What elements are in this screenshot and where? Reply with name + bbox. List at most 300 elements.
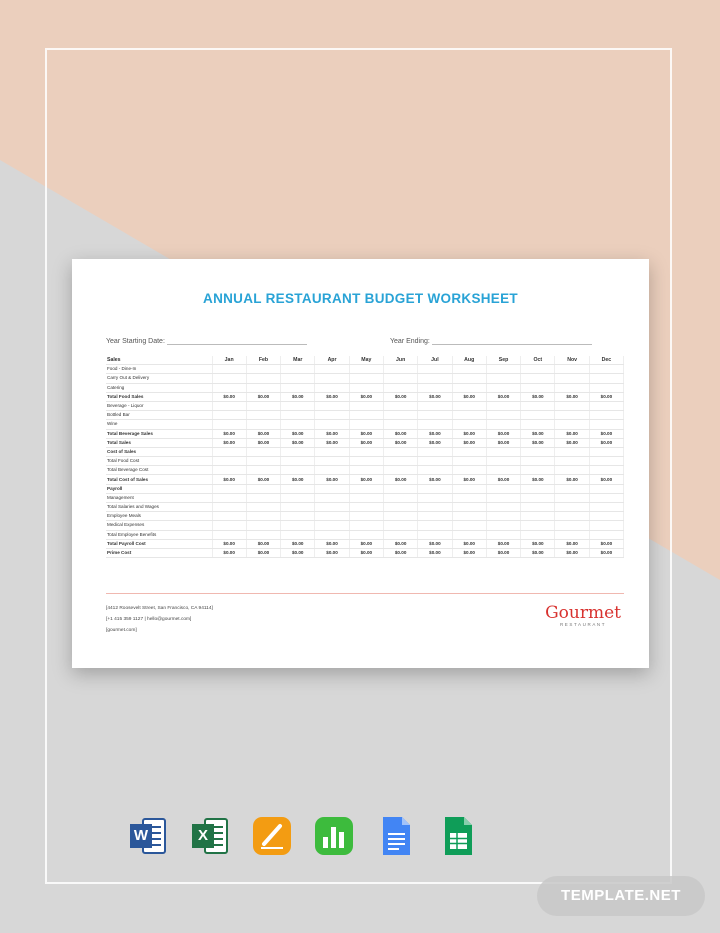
table-cell bbox=[452, 503, 486, 512]
table-cell bbox=[383, 411, 417, 420]
row-label: Beverage - Liquor bbox=[106, 401, 212, 410]
table-cell: $0.00 bbox=[383, 539, 417, 548]
app-icons-row bbox=[127, 815, 479, 857]
table-cell bbox=[486, 447, 520, 456]
table-cell bbox=[486, 466, 520, 475]
table-cell bbox=[383, 383, 417, 392]
table-cell: $0.00 bbox=[281, 548, 315, 557]
table-cell bbox=[212, 503, 246, 512]
table-cell: $0.00 bbox=[486, 429, 520, 438]
row-label: Food - Dine-In bbox=[106, 365, 212, 374]
row-label: Catering bbox=[106, 383, 212, 392]
table-cell bbox=[521, 530, 555, 539]
table-cell bbox=[315, 530, 349, 539]
logo-sub-text: RESTAURANT bbox=[559, 622, 607, 627]
table-cell bbox=[315, 411, 349, 420]
column-header-dec: Dec bbox=[589, 356, 623, 365]
table-cell bbox=[418, 401, 452, 410]
table-row bbox=[106, 548, 624, 557]
table-cell: $0.00 bbox=[246, 429, 280, 438]
table-cell bbox=[521, 512, 555, 521]
table-cell bbox=[246, 512, 280, 521]
table-cell bbox=[452, 457, 486, 466]
table-cell bbox=[555, 466, 589, 475]
table-cell bbox=[246, 411, 280, 420]
row-label: Employee Meals bbox=[106, 512, 212, 521]
row-label: Total Employee Benefits bbox=[106, 530, 212, 539]
table-cell: $0.00 bbox=[281, 539, 315, 548]
table-cell bbox=[246, 466, 280, 475]
table-cell: $0.00 bbox=[555, 548, 589, 557]
table-cell bbox=[555, 457, 589, 466]
table-cell bbox=[281, 401, 315, 410]
table-cell bbox=[281, 484, 315, 493]
table-cell: $0.00 bbox=[383, 438, 417, 447]
table-cell bbox=[452, 512, 486, 521]
table-cell bbox=[246, 493, 280, 502]
table-cell bbox=[383, 401, 417, 410]
table-cell: $0.00 bbox=[486, 539, 520, 548]
table-cell bbox=[281, 420, 315, 429]
table-cell: $0.00 bbox=[486, 438, 520, 447]
table-cell bbox=[383, 457, 417, 466]
table-row bbox=[106, 493, 624, 502]
table-cell bbox=[486, 484, 520, 493]
table-row bbox=[106, 438, 624, 447]
table-cell bbox=[212, 530, 246, 539]
table-cell: $0.00 bbox=[349, 539, 383, 548]
table-cell bbox=[212, 411, 246, 420]
table-cell: $0.00 bbox=[486, 475, 520, 484]
table-cell: $0.00 bbox=[315, 429, 349, 438]
table-cell bbox=[555, 493, 589, 502]
phone-email-text: [+1 415 359 1127 | hello@gourmet.com] bbox=[106, 617, 192, 622]
table-cell: $0.00 bbox=[521, 392, 555, 401]
table-cell bbox=[486, 493, 520, 502]
table-cell bbox=[589, 401, 623, 410]
table-cell bbox=[555, 411, 589, 420]
table-cell bbox=[521, 503, 555, 512]
table-cell bbox=[486, 530, 520, 539]
table-cell bbox=[383, 484, 417, 493]
table-cell bbox=[418, 512, 452, 521]
row-label: Total Food Cost bbox=[106, 457, 212, 466]
table-cell bbox=[486, 401, 520, 410]
table-cell bbox=[212, 401, 246, 410]
table-cell bbox=[246, 374, 280, 383]
worksheet-preview bbox=[72, 259, 649, 668]
table-cell: $0.00 bbox=[452, 429, 486, 438]
table-cell: $0.00 bbox=[418, 539, 452, 548]
table-cell bbox=[315, 374, 349, 383]
table-cell: $0.00 bbox=[315, 539, 349, 548]
table-cell: $0.00 bbox=[246, 539, 280, 548]
table-row bbox=[106, 530, 624, 539]
word-letter: W bbox=[133, 827, 149, 844]
table-cell bbox=[555, 401, 589, 410]
website-text: [gourmet.com] bbox=[106, 628, 137, 633]
table-cell bbox=[452, 365, 486, 374]
table-cell: $0.00 bbox=[349, 392, 383, 401]
table-cell bbox=[212, 457, 246, 466]
table-cell bbox=[486, 365, 520, 374]
table-cell bbox=[452, 374, 486, 383]
table-cell bbox=[383, 512, 417, 521]
column-header-jun: Jun bbox=[383, 356, 417, 365]
table-cell: $0.00 bbox=[212, 475, 246, 484]
table-cell bbox=[452, 521, 486, 530]
table-cell bbox=[383, 447, 417, 456]
table-cell bbox=[589, 484, 623, 493]
table-row bbox=[106, 457, 624, 466]
column-header-may: May bbox=[349, 356, 383, 365]
table-cell bbox=[212, 365, 246, 374]
table-cell: $0.00 bbox=[383, 429, 417, 438]
table-row bbox=[106, 420, 624, 429]
table-row bbox=[106, 401, 624, 410]
table-cell bbox=[486, 512, 520, 521]
table-cell bbox=[281, 383, 315, 392]
google-sheets-icon[interactable] bbox=[437, 815, 479, 857]
table-cell bbox=[246, 383, 280, 392]
column-header-aug: Aug bbox=[452, 356, 486, 365]
table-row bbox=[106, 392, 624, 401]
table-cell bbox=[349, 383, 383, 392]
table-cell bbox=[521, 374, 555, 383]
table-cell bbox=[246, 530, 280, 539]
table-cell: $0.00 bbox=[281, 392, 315, 401]
table-cell bbox=[452, 484, 486, 493]
table-cell bbox=[589, 420, 623, 429]
table-cell: $0.00 bbox=[246, 548, 280, 557]
table-cell bbox=[246, 457, 280, 466]
table-cell: $0.00 bbox=[521, 539, 555, 548]
table-cell bbox=[383, 493, 417, 502]
table-cell: $0.00 bbox=[349, 438, 383, 447]
table-cell bbox=[589, 447, 623, 456]
row-label: Payroll bbox=[106, 484, 212, 493]
table-cell: $0.00 bbox=[589, 429, 623, 438]
table-cell bbox=[315, 420, 349, 429]
table-cell: $0.00 bbox=[349, 429, 383, 438]
table-cell: $0.00 bbox=[589, 438, 623, 447]
table-cell: $0.00 bbox=[246, 392, 280, 401]
table-cell bbox=[521, 420, 555, 429]
table-cell bbox=[555, 374, 589, 383]
table-cell bbox=[589, 521, 623, 530]
table-cell: $0.00 bbox=[349, 475, 383, 484]
table-row bbox=[106, 503, 624, 512]
table-row bbox=[106, 484, 624, 493]
google-docs-icon[interactable] bbox=[375, 815, 417, 857]
table-row bbox=[106, 447, 624, 456]
table-cell bbox=[212, 374, 246, 383]
table-cell bbox=[383, 466, 417, 475]
table-cell bbox=[418, 457, 452, 466]
table-cell bbox=[383, 374, 417, 383]
row-label: Cost of Sales bbox=[106, 447, 212, 456]
column-header-feb: Feb bbox=[246, 356, 280, 365]
table-cell bbox=[281, 365, 315, 374]
table-cell bbox=[349, 493, 383, 502]
table-cell bbox=[418, 447, 452, 456]
row-label: Prime Cost bbox=[106, 548, 212, 557]
table-cell bbox=[555, 503, 589, 512]
table-row bbox=[106, 521, 624, 530]
gourmet-logo bbox=[545, 603, 621, 627]
table-cell: $0.00 bbox=[315, 548, 349, 557]
table-cell: $0.00 bbox=[212, 539, 246, 548]
table-cell bbox=[383, 420, 417, 429]
row-label: Carry Out & Delivery bbox=[106, 374, 212, 383]
table-cell bbox=[555, 521, 589, 530]
table-cell bbox=[281, 411, 315, 420]
table-cell bbox=[452, 420, 486, 429]
table-cell bbox=[589, 530, 623, 539]
table-cell bbox=[418, 374, 452, 383]
table-cell bbox=[383, 521, 417, 530]
table-cell bbox=[246, 365, 280, 374]
table-cell bbox=[452, 401, 486, 410]
row-label: Management bbox=[106, 493, 212, 502]
table-cell: $0.00 bbox=[418, 392, 452, 401]
table-cell: $0.00 bbox=[315, 475, 349, 484]
table-row bbox=[106, 475, 624, 484]
table-cell bbox=[589, 374, 623, 383]
pages-icon[interactable] bbox=[251, 815, 293, 857]
table-cell bbox=[212, 521, 246, 530]
table-cell bbox=[212, 383, 246, 392]
table-cell bbox=[521, 383, 555, 392]
table-cell bbox=[246, 521, 280, 530]
table-cell bbox=[383, 503, 417, 512]
table-cell bbox=[589, 457, 623, 466]
table-cell bbox=[212, 512, 246, 521]
table-cell bbox=[418, 411, 452, 420]
table-cell: $0.00 bbox=[555, 539, 589, 548]
table-cell: $0.00 bbox=[418, 548, 452, 557]
table-cell bbox=[418, 420, 452, 429]
table-cell: $0.00 bbox=[555, 429, 589, 438]
table-cell bbox=[555, 383, 589, 392]
table-cell: $0.00 bbox=[418, 429, 452, 438]
table-cell: $0.00 bbox=[315, 392, 349, 401]
row-label: Total Payroll Cost bbox=[106, 539, 212, 548]
table-cell bbox=[315, 383, 349, 392]
table-cell bbox=[246, 503, 280, 512]
table-cell bbox=[349, 521, 383, 530]
year-starting-line bbox=[167, 337, 307, 345]
table-cell: $0.00 bbox=[452, 392, 486, 401]
table-cell bbox=[349, 503, 383, 512]
table-cell: $0.00 bbox=[418, 438, 452, 447]
table-cell bbox=[452, 530, 486, 539]
numbers-icon[interactable] bbox=[313, 815, 355, 857]
table-cell bbox=[281, 503, 315, 512]
table-cell bbox=[349, 365, 383, 374]
table-cell bbox=[212, 466, 246, 475]
table-cell bbox=[349, 447, 383, 456]
table-cell bbox=[349, 411, 383, 420]
table-cell bbox=[486, 420, 520, 429]
table-cell bbox=[521, 401, 555, 410]
column-header-oct: Oct bbox=[521, 356, 555, 365]
template-net-badge[interactable]: TEMPLATE.NET bbox=[537, 876, 705, 916]
table-cell bbox=[212, 493, 246, 502]
table-cell bbox=[452, 447, 486, 456]
table-cell: $0.00 bbox=[281, 429, 315, 438]
table-cell: $0.00 bbox=[246, 438, 280, 447]
table-cell bbox=[521, 466, 555, 475]
table-cell bbox=[246, 401, 280, 410]
table-cell: $0.00 bbox=[383, 548, 417, 557]
table-row bbox=[106, 429, 624, 438]
table-cell: $0.00 bbox=[212, 548, 246, 557]
table-cell bbox=[418, 383, 452, 392]
year-ending-field bbox=[390, 337, 592, 345]
table-cell bbox=[589, 383, 623, 392]
column-header-label: Sales bbox=[106, 356, 212, 365]
table-cell bbox=[486, 521, 520, 530]
row-label: Wine bbox=[106, 420, 212, 429]
row-label: Medical Expenses bbox=[106, 521, 212, 530]
excel-icon[interactable] bbox=[189, 815, 231, 857]
table-cell bbox=[589, 466, 623, 475]
table-cell: $0.00 bbox=[212, 392, 246, 401]
year-ending-line bbox=[432, 337, 592, 345]
table-cell bbox=[589, 503, 623, 512]
table-cell: $0.00 bbox=[452, 539, 486, 548]
table-cell bbox=[486, 374, 520, 383]
table-cell bbox=[349, 374, 383, 383]
table-cell bbox=[555, 447, 589, 456]
table-cell bbox=[315, 493, 349, 502]
table-cell bbox=[246, 447, 280, 456]
table-header-row bbox=[106, 356, 624, 365]
table-cell bbox=[315, 512, 349, 521]
table-row bbox=[106, 383, 624, 392]
table-cell bbox=[521, 411, 555, 420]
table-cell bbox=[555, 512, 589, 521]
row-label: Total Sales bbox=[106, 438, 212, 447]
table-cell: $0.00 bbox=[589, 475, 623, 484]
table-cell bbox=[486, 457, 520, 466]
table-cell: $0.00 bbox=[315, 438, 349, 447]
row-label: Bottled Bar bbox=[106, 411, 212, 420]
table-cell bbox=[452, 411, 486, 420]
table-cell bbox=[555, 530, 589, 539]
footer-divider bbox=[106, 593, 624, 594]
table-cell bbox=[383, 365, 417, 374]
table-cell bbox=[418, 365, 452, 374]
table-cell bbox=[521, 365, 555, 374]
year-starting-field bbox=[106, 337, 307, 345]
table-cell bbox=[521, 493, 555, 502]
table-cell bbox=[589, 365, 623, 374]
table-cell bbox=[521, 447, 555, 456]
table-row bbox=[106, 466, 624, 475]
table-cell: $0.00 bbox=[452, 475, 486, 484]
table-cell: $0.00 bbox=[383, 392, 417, 401]
excel-letter: X bbox=[197, 827, 208, 844]
table-cell bbox=[349, 484, 383, 493]
table-row bbox=[106, 374, 624, 383]
table-cell: $0.00 bbox=[555, 438, 589, 447]
table-cell bbox=[555, 484, 589, 493]
table-cell bbox=[315, 466, 349, 475]
table-cell bbox=[418, 466, 452, 475]
table-cell bbox=[418, 493, 452, 502]
row-label: Total Salaries and Wages bbox=[106, 503, 212, 512]
table-cell bbox=[281, 493, 315, 502]
table-cell bbox=[315, 447, 349, 456]
budget-table bbox=[106, 356, 624, 558]
table-cell: $0.00 bbox=[418, 475, 452, 484]
table-cell bbox=[281, 457, 315, 466]
table-cell bbox=[315, 503, 349, 512]
column-header-jul: Jul bbox=[418, 356, 452, 365]
word-icon[interactable] bbox=[127, 815, 169, 857]
table-cell: $0.00 bbox=[452, 548, 486, 557]
table-cell bbox=[281, 374, 315, 383]
table-cell bbox=[555, 420, 589, 429]
table-cell: $0.00 bbox=[555, 392, 589, 401]
table-cell bbox=[281, 521, 315, 530]
column-header-mar: Mar bbox=[281, 356, 315, 365]
table-cell bbox=[589, 411, 623, 420]
table-cell bbox=[418, 503, 452, 512]
row-label: Total Food Sales bbox=[106, 392, 212, 401]
table-cell bbox=[281, 466, 315, 475]
table-cell: $0.00 bbox=[555, 475, 589, 484]
table-cell bbox=[486, 383, 520, 392]
table-cell bbox=[315, 365, 349, 374]
column-header-apr: Apr bbox=[315, 356, 349, 365]
table-row bbox=[106, 365, 624, 374]
table-cell: $0.00 bbox=[589, 548, 623, 557]
table-cell: $0.00 bbox=[589, 539, 623, 548]
table-cell: $0.00 bbox=[521, 429, 555, 438]
table-cell bbox=[418, 521, 452, 530]
table-cell: $0.00 bbox=[281, 475, 315, 484]
table-cell bbox=[349, 457, 383, 466]
year-starting-label: Year Starting Date: bbox=[106, 338, 165, 345]
page-title: ANNUAL RESTAURANT BUDGET WORKSHEET bbox=[203, 291, 518, 306]
table-cell bbox=[521, 484, 555, 493]
table-cell bbox=[281, 512, 315, 521]
table-cell bbox=[281, 447, 315, 456]
table-cell: $0.00 bbox=[521, 548, 555, 557]
table-cell bbox=[555, 365, 589, 374]
table-row bbox=[106, 539, 624, 548]
table-cell bbox=[418, 530, 452, 539]
table-cell bbox=[212, 447, 246, 456]
logo-main-text: Gourmet bbox=[545, 603, 621, 623]
table-cell: $0.00 bbox=[383, 475, 417, 484]
table-cell bbox=[246, 484, 280, 493]
table-cell bbox=[281, 530, 315, 539]
table-cell: $0.00 bbox=[452, 438, 486, 447]
table-cell: $0.00 bbox=[521, 438, 555, 447]
table-cell bbox=[452, 466, 486, 475]
table-cell bbox=[315, 484, 349, 493]
table-cell bbox=[589, 493, 623, 502]
column-header-sep: Sep bbox=[486, 356, 520, 365]
row-label: Total Cost of Sales bbox=[106, 475, 212, 484]
table-cell bbox=[521, 521, 555, 530]
year-ending-label: Year Ending: bbox=[390, 338, 430, 345]
table-cell: $0.00 bbox=[212, 438, 246, 447]
